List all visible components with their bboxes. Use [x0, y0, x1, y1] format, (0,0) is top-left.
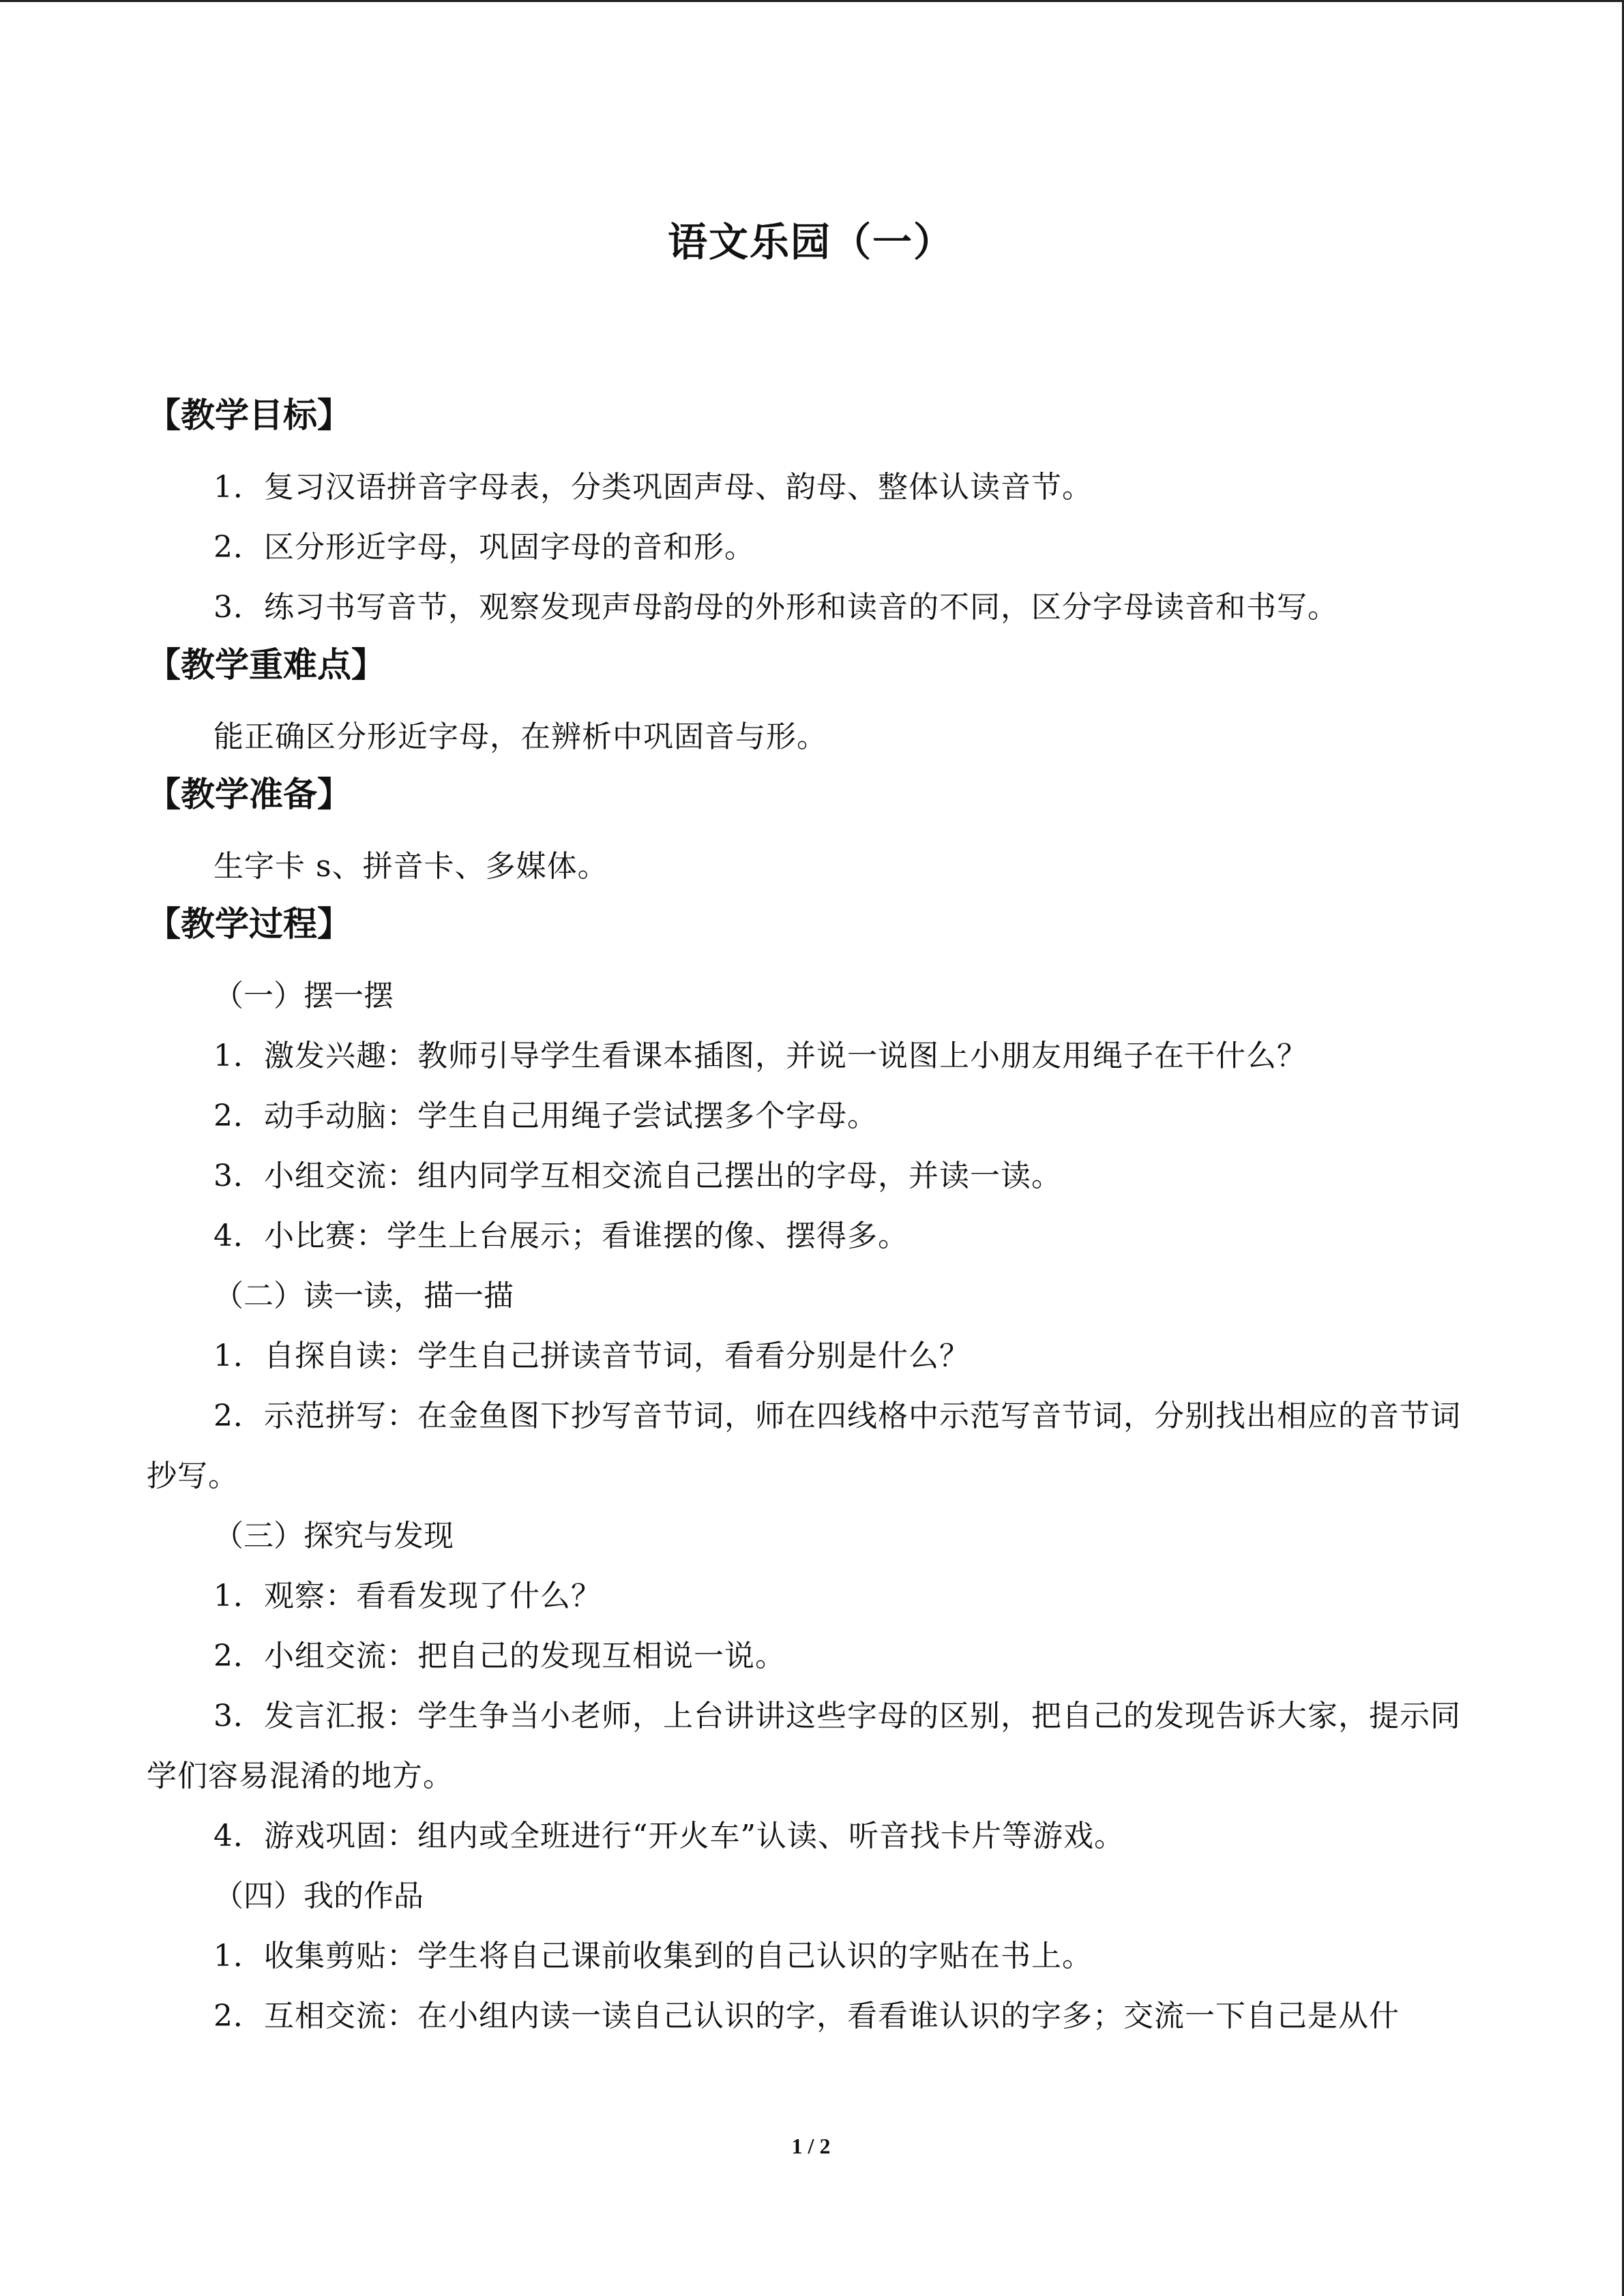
- preparation-text: 生字卡 s、拼音卡、多媒体。: [213, 849, 608, 884]
- process-item: 3．发言汇报：学生争当小老师，上台讲讲这些字母的区别，把自己的发现告诉大家，提示同学们容易混淆的地方。: [147, 1699, 1461, 1793]
- section-heading-difficulties: 【教学重难点】: [147, 644, 385, 685]
- section-heading-goals: 【教学目标】: [147, 395, 351, 435]
- document-body: [147, 388, 1480, 2046]
- difficulties-text: 能正确区分形近字母，在辨析中巩固音与形。: [213, 719, 827, 754]
- process-item: 1．观察：看看发现了什么？: [213, 1579, 602, 1613]
- page-title: 语文乐园（一）: [667, 219, 954, 265]
- process-part-title: （三）探究与发现: [213, 1519, 454, 1553]
- process-part-title: （二）读一读，描一描: [213, 1279, 514, 1313]
- process-item: 1．激发兴趣：教师引导学生看课本插图，并说一说图上小朋友用绳子在干什么？: [213, 1039, 1308, 1073]
- process-item: 1．收集剪贴：学生将自己课前收集到的自己认识的字贴在书上。: [213, 1939, 1093, 1973]
- process-part-title: （四）我的作品: [213, 1879, 424, 1913]
- process-item: 2．动手动脑：学生自己用绳子尝试摆多个字母。: [213, 1099, 878, 1133]
- page-number: 1 / 2: [791, 2134, 831, 2158]
- goal-item: 1．复习汉语拼音字母表，分类巩固声母、韵母、整体认读音节。: [213, 470, 1093, 505]
- process-item: 3．小组交流：组内同学互相交流自己摆出的字母，并读一读。: [213, 1159, 1062, 1193]
- section-heading-process: 【教学过程】: [147, 904, 351, 944]
- process-item: 1．自探自读：学生自己拼读音节词，看看分别是什么？: [213, 1339, 970, 1373]
- process-item: 2．小组交流：把自己的发现互相说一说。: [213, 1639, 786, 1673]
- process-item: 2．示范拼写：在金鱼图下抄写音节词，师在四线格中示范写音节词，分别找出相应的音节词抄写。: [147, 1399, 1461, 1493]
- goal-item: 2．区分形近字母，巩固字母的音和形。: [213, 530, 755, 565]
- section-heading-preparation: 【教学准备】: [147, 774, 351, 814]
- process-part-title: （一）摆一摆: [213, 979, 394, 1013]
- process-item: 2．互相交流：在小组内读一读自己认识的字，看看谁认识的字多；交流一下自己是从什: [213, 1999, 1400, 2033]
- process-item: 4．小比赛：学生上台展示；看谁摆的像、摆得多。: [213, 1219, 909, 1253]
- process-item: 4．游戏巩固：组内或全班进行“开火车”认读、听音找卡片等游戏。: [213, 1819, 1125, 1853]
- goal-item: 3．练习书写音节，观察发现声母韵母的外形和读音的不同，区分字母读音和书写。: [213, 590, 1338, 625]
